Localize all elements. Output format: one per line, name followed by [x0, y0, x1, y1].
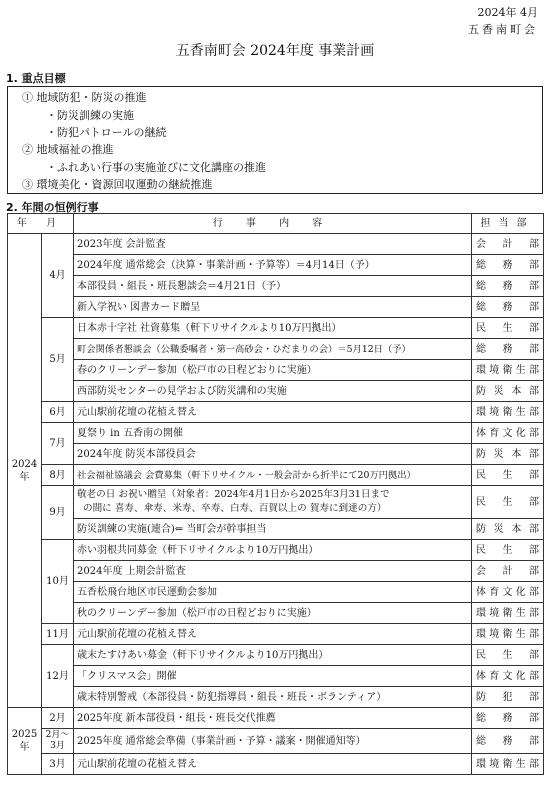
organization-name: 五香南町会: [468, 23, 538, 36]
event-cell: 2024年度 上期会計監査: [74, 561, 472, 582]
event-cell: 2023年度 会計監査: [74, 234, 472, 255]
table-row: [8, 603, 544, 624]
table-row: [8, 255, 544, 276]
event-cell: 五香松飛台地区市民運動会参加: [74, 582, 472, 603]
event-cell: 2024年度 通常総会（決算・事業計画・予算等）＝4月14日（予）: [74, 255, 472, 276]
dept-cell: 総務部: [472, 255, 544, 276]
month-cell: 4月: [42, 234, 74, 318]
year-cell-2024: 2024 年: [8, 234, 42, 708]
dept-cell: 民生部: [472, 486, 544, 519]
table-row: [8, 234, 544, 255]
dept-cell: 防災本部: [472, 444, 544, 465]
table-row: [8, 423, 544, 444]
month-cell: 2月: [42, 708, 74, 729]
event-cell: 町会関係者懇談会（公職委嘱者・第一高砂会・ひだまりの会）＝5月12日（予）: [74, 339, 472, 360]
priority-subitem: ・防災訓練の実施: [46, 109, 134, 122]
table-row: [8, 339, 544, 360]
table-row: [8, 444, 544, 465]
event-cell: 本部役員・組長・班長懇談会＝4月21日（予）: [74, 276, 472, 297]
event-cell: 元山駅前花壇の花植え替え: [74, 402, 472, 423]
dept-cell: 環境衛生部: [472, 603, 544, 624]
event-line-1: 敬老の日 お祝い贈呈（対象者：2024年4月1日から2025年3月31日まで: [77, 489, 390, 500]
event-cell: 「クリスマス会」開催: [74, 666, 472, 687]
month-cell: 2月～ 3月: [42, 729, 74, 754]
priority-item: ② 地域福祉の推進: [22, 143, 114, 156]
priority-item: ③ 環境美化・資源回収運動の継続推進: [22, 178, 213, 191]
dept-cell: 防犯部: [472, 687, 544, 708]
document-date: 2024年 4月: [477, 6, 538, 19]
event-line-2: の間に 喜寿、傘寿、米寿、卒寿、白寿、百賀以上の 賀寿に到達の方）: [83, 503, 387, 514]
month-cell: 7月: [42, 423, 74, 465]
table-row: [8, 297, 544, 318]
dept-cell: 総務部: [472, 339, 544, 360]
month-cell: 12月: [42, 645, 74, 708]
event-cell: 日本赤十字社 社資募集（軒下リサイクルより10万円拠出）: [74, 318, 472, 339]
table-row: [8, 666, 544, 687]
table-row: [8, 624, 544, 645]
dept-cell: 民生部: [472, 465, 544, 486]
table-row: [8, 687, 544, 708]
dept-cell: 環境衛生部: [472, 360, 544, 381]
event-cell: 春のクリーンデー参加（松戸市の日程どおりに実施）: [74, 360, 472, 381]
section-heading-annual-events: 2. 年間の恒例行事: [6, 201, 99, 214]
table-row: [8, 381, 544, 402]
event-cell: 秋のクリーンデー参加（松戸市の日程どおりに実施）: [74, 603, 472, 624]
priorities-box: [7, 86, 543, 194]
event-cell: 夏祭り in 五香南の開催: [74, 423, 472, 444]
column-header-year-month: 年 月: [8, 214, 74, 234]
month-cell: 3月: [42, 754, 74, 775]
table-row: [8, 540, 544, 561]
table-row: [8, 582, 544, 603]
dept-cell: 民生部: [472, 645, 544, 666]
month-cell: 9月: [42, 486, 74, 540]
priority-subitem: ・ふれあい行事の実施並びに文化講座の推進: [46, 161, 266, 174]
event-cell: 歳末たすけあい募金（軒下リサイクルより10万円拠出）: [74, 645, 472, 666]
table-row: [8, 276, 544, 297]
dept-cell: 防災本部: [472, 519, 544, 540]
table-row: [8, 645, 544, 666]
table-row: [8, 561, 544, 582]
event-cell: 赤い羽根共同募金（軒下リサイクルより10万円拠出）: [74, 540, 472, 561]
dept-cell: 環境衛生部: [472, 754, 544, 775]
table-row: [8, 708, 544, 729]
dept-cell: 総務部: [472, 708, 544, 729]
event-cell: 社会福祉協議会 会費募集（軒下リサイクル・一般会計から折半にて20万円拠出）: [74, 465, 472, 486]
month-cell: 8月: [42, 465, 74, 486]
dept-cell: 総務部: [472, 729, 544, 754]
priority-subitem: ・防犯パトロールの継続: [46, 126, 167, 139]
event-cell: 防災訓練の実施(連合)⇐ 当町会が幹事担当: [74, 519, 472, 540]
event-cell: 歳末特別警戒（本部役員・防犯指導員・組長・班長・ボランティア）: [74, 687, 472, 708]
event-cell: [74, 486, 472, 519]
dept-cell: 民生部: [472, 318, 544, 339]
table-header-row: [8, 214, 544, 234]
month-cell: 11月: [42, 624, 74, 645]
month-cell: 6月: [42, 402, 74, 423]
table-row: [8, 465, 544, 486]
page-title: 五香南町会 2024年度 事業計画: [175, 43, 375, 59]
dept-cell: 会計部: [472, 561, 544, 582]
table-row: [8, 486, 544, 519]
dept-cell: 体育文化部: [472, 666, 544, 687]
month-cell: 5月: [42, 318, 74, 402]
dept-cell: 体育文化部: [472, 423, 544, 444]
table-row: [8, 318, 544, 339]
event-cell: 2025年度 通常総会準備（事業計画・予算・議案・開催通知等）: [74, 729, 472, 754]
section-heading-priorities: 1. 重点目標: [6, 72, 66, 85]
table-row: [8, 729, 544, 754]
dept-cell: 防災本部: [472, 381, 544, 402]
dept-cell: 環境衛生部: [472, 402, 544, 423]
dept-cell: 総務部: [472, 297, 544, 318]
year-cell-2025: 2025 年: [8, 708, 42, 775]
month-cell: 10月: [42, 540, 74, 624]
event-cell: 2025年度 新本部役員・組長・班長交代推薦: [74, 708, 472, 729]
table-row: [8, 402, 544, 423]
dept-cell: 民生部: [472, 540, 544, 561]
dept-cell: 環境衛生部: [472, 624, 544, 645]
column-header-event: 行 事 内 容: [74, 214, 472, 234]
annual-events-table: [7, 213, 544, 775]
event-cell: 元山駅前花壇の花植え替え: [74, 754, 472, 775]
event-cell: 西部防災センターの見学および防災講和の実施: [74, 381, 472, 402]
event-cell: 2024年度 防災本部役員会: [74, 444, 472, 465]
dept-cell: 総務部: [472, 276, 544, 297]
event-cell: 新入学祝い 図書カード贈呈: [74, 297, 472, 318]
column-header-dept: 担当部: [472, 214, 544, 234]
dept-cell: 会計部: [472, 234, 544, 255]
table-row: [8, 754, 544, 775]
priority-item: ① 地域防犯・防災の推進: [22, 91, 147, 104]
table-row: [8, 519, 544, 540]
dept-cell: 体育文化部: [472, 582, 544, 603]
event-cell: 元山駅前花壇の花植え替え: [74, 624, 472, 645]
table-row: [8, 360, 544, 381]
